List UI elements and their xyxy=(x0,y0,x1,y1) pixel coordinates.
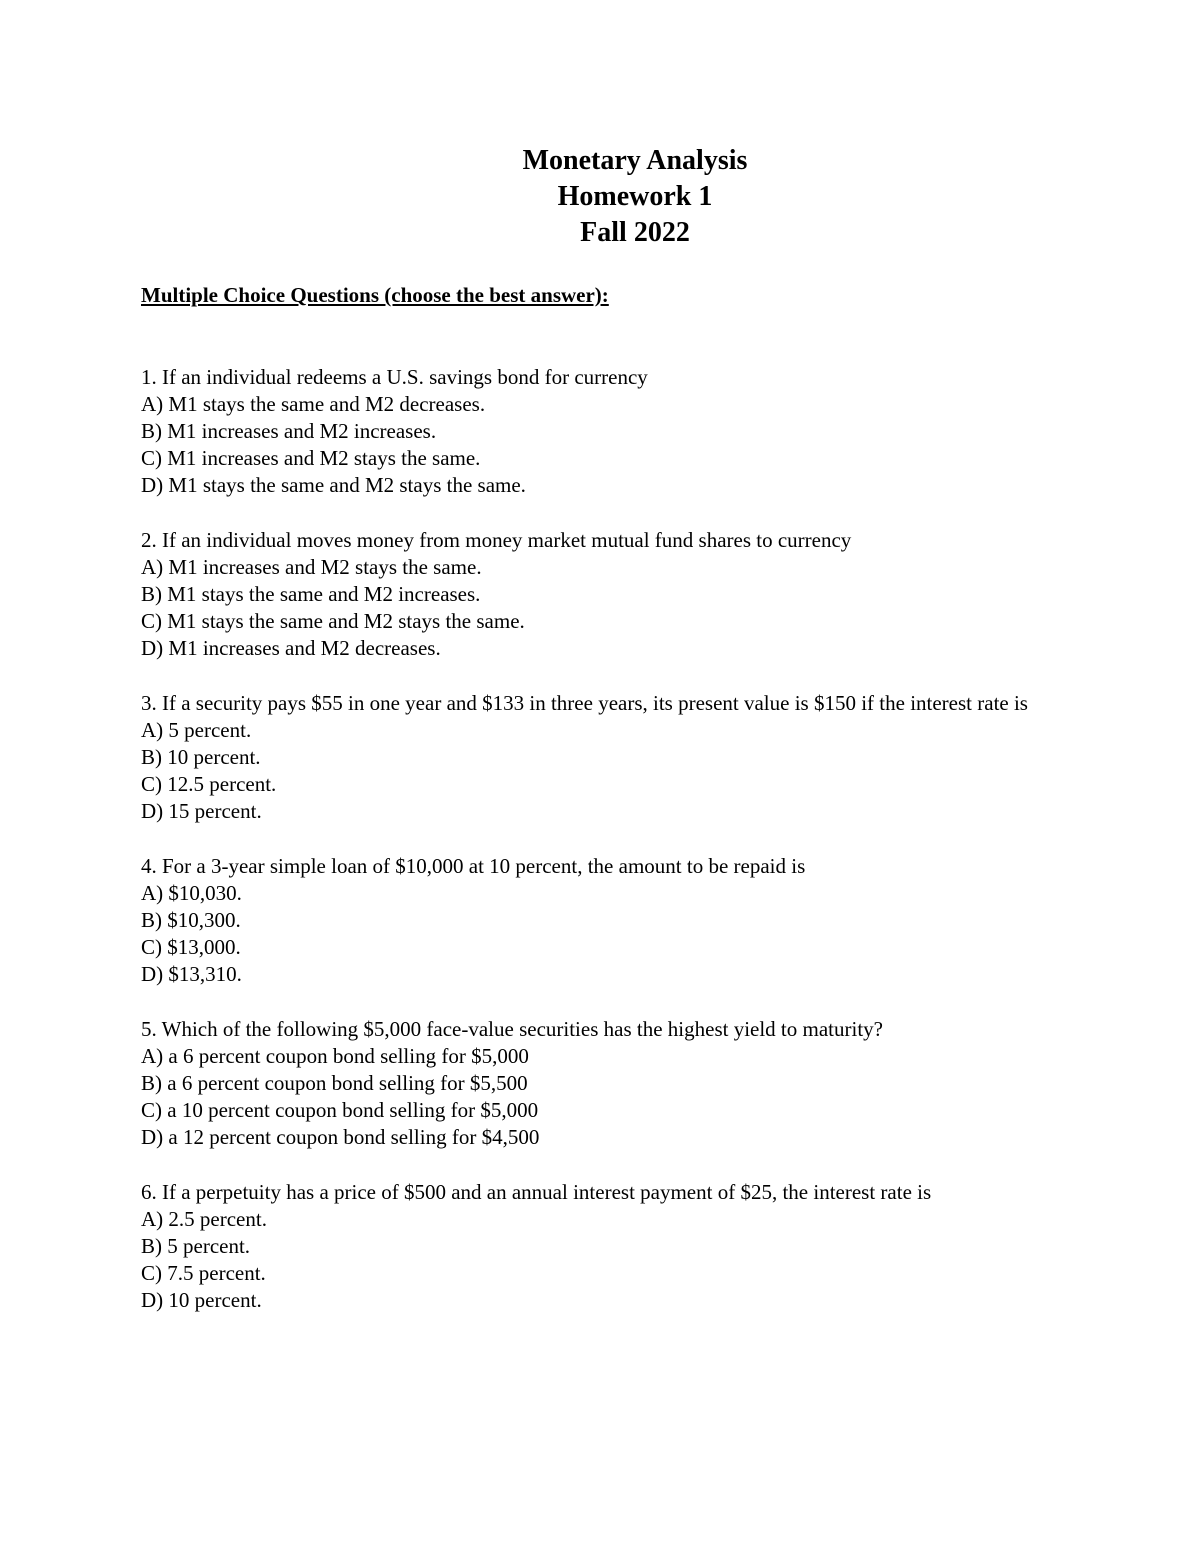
choice-a: A) M1 increases and M2 stays the same. xyxy=(141,555,482,579)
choice-a: A) 2.5 percent. xyxy=(141,1207,267,1231)
question-6 xyxy=(141,1179,1061,1314)
choice-c: C) 7.5 percent. xyxy=(141,1261,266,1285)
choice-d: D) 15 percent. xyxy=(141,799,262,823)
question-3 xyxy=(141,690,1061,825)
question-text: 2. If an individual moves money from money market mutual fund shares to currency xyxy=(141,528,852,552)
title-assignment: Homework 1 xyxy=(557,181,713,212)
title-term: Fall 2022 xyxy=(580,217,690,248)
choice-c: C) a 10 percent coupon bond selling for $5,000 xyxy=(141,1098,539,1122)
choice-c: C) M1 stays the same and M2 stays the same. xyxy=(141,609,525,633)
question-2 xyxy=(141,527,1061,662)
choice-d: D) M1 increases and M2 decreases. xyxy=(141,636,441,660)
document-title xyxy=(0,143,1200,251)
choice-a: A) $10,030. xyxy=(141,881,242,905)
question-text: 1. If an individual redeems a U.S. savings bond for currency xyxy=(141,365,648,389)
title-course: Monetary Analysis xyxy=(522,145,748,176)
choice-c: C) 12.5 percent. xyxy=(141,772,277,796)
choice-a: A) a 6 percent coupon bond selling for $5,000 xyxy=(141,1044,529,1068)
choice-d: D) a 12 percent coupon bond selling for $4,500 xyxy=(141,1125,540,1149)
choice-b: B) a 6 percent coupon bond selling for $5,500 xyxy=(141,1071,528,1095)
question-text: 5. Which of the following $5,000 face-value securities has the highest yield to maturity? xyxy=(141,1017,883,1041)
question-4 xyxy=(141,853,1061,988)
question-1 xyxy=(141,364,1061,499)
section-heading: Multiple Choice Questions (choose the best answer): xyxy=(141,283,609,307)
choice-d: D) $13,310. xyxy=(141,962,242,986)
choice-b: B) 10 percent. xyxy=(141,745,261,769)
choice-d: D) M1 stays the same and M2 stays the same. xyxy=(141,473,526,497)
choice-b: B) $10,300. xyxy=(141,908,241,932)
choice-b: B) M1 stays the same and M2 increases. xyxy=(141,582,481,606)
choice-c: C) $13,000. xyxy=(141,935,241,959)
choice-d: D) 10 percent. xyxy=(141,1288,262,1312)
question-list xyxy=(141,364,1061,1342)
question-text: 4. For a 3-year simple loan of $10,000 at 10 percent, the amount to be repaid is xyxy=(141,854,806,878)
choice-a: A) 5 percent. xyxy=(141,718,252,742)
question-text: 3. If a security pays $55 in one year and $133 in three years, its present value is $150 if the interest rate is xyxy=(141,691,1028,715)
choice-a: A) M1 stays the same and M2 decreases. xyxy=(141,392,486,416)
choice-b: B) 5 percent. xyxy=(141,1234,251,1258)
question-5 xyxy=(141,1016,1061,1151)
choice-b: B) M1 increases and M2 increases. xyxy=(141,419,437,443)
choice-c: C) M1 increases and M2 stays the same. xyxy=(141,446,481,470)
question-text: 6. If a perpetuity has a price of $500 and an annual interest payment of $25, the interest rate is xyxy=(141,1180,932,1204)
